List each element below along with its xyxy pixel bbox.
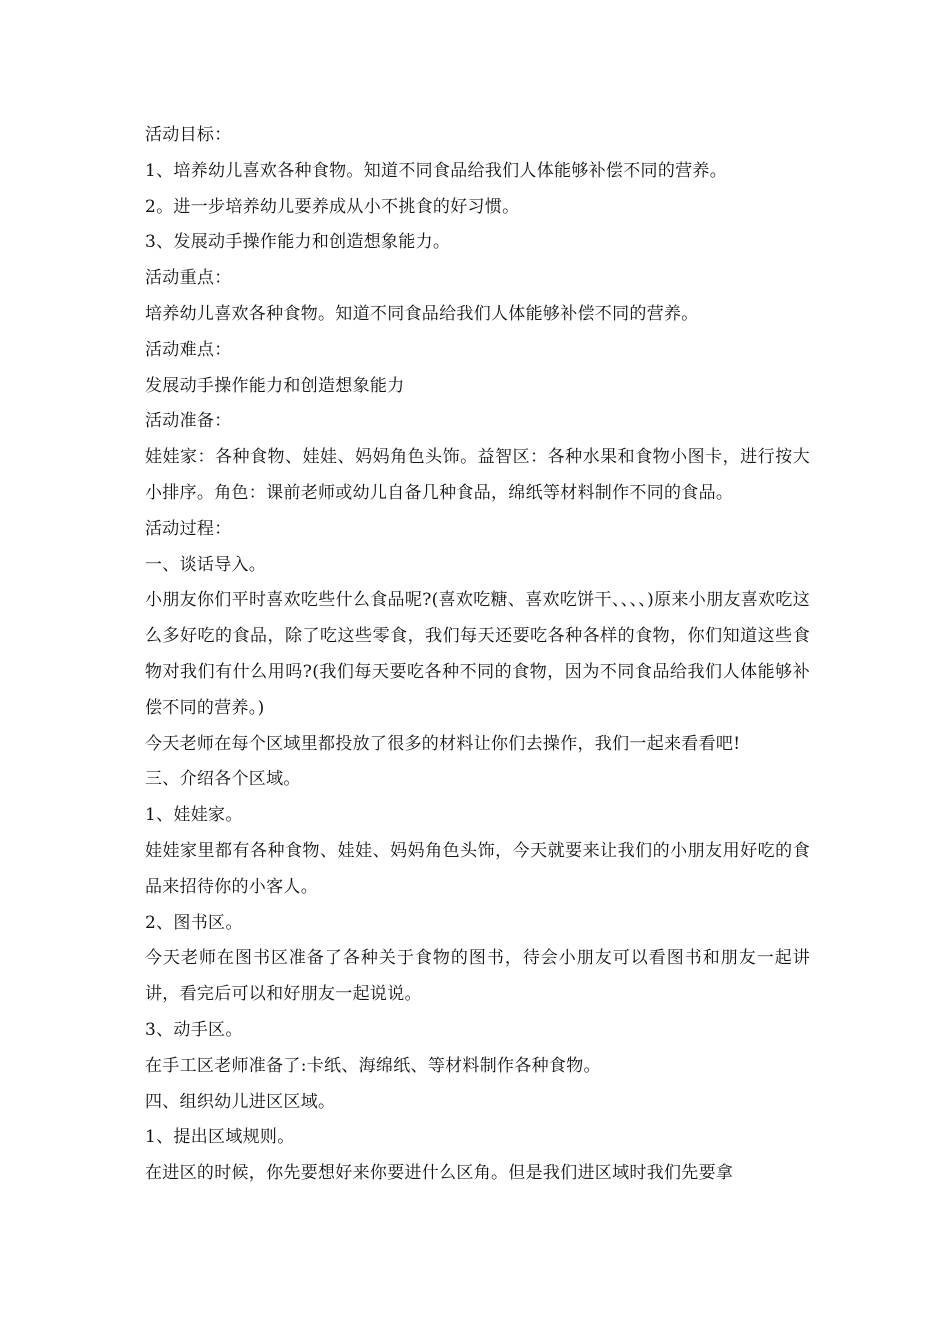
key-points-text: 培养幼儿喜欢各种食物。知道不同食品给我们人体能够补偿不同的营养。 (145, 303, 699, 324)
goal-item-3: 3、发展动手操作能力和创造想象能力。 (145, 232, 451, 253)
heading-key-points: 活动重点： (145, 268, 232, 289)
section-organize-entry: 四、组织幼儿进区区域。 (145, 1091, 336, 1112)
handcraft-text: 在手工区老师准备了:卡纸、海绵纸、等材料制作各种食物。 (145, 1055, 601, 1076)
goal-item-1: 1、培养幼儿喜欢各种食物。知道不同食品给我们人体能够补偿不同的营养。 (145, 160, 728, 181)
heading-difficulties: 活动难点： (145, 339, 232, 360)
document-body (145, 118, 810, 1192)
area-item-handcraft: 3、动手区。 (145, 1019, 243, 1040)
section-intro-talk: 一、谈话导入。 (145, 554, 267, 575)
section-introduce-areas: 三、介绍各个区域。 (145, 769, 301, 790)
entry-rules-text: 在进区的时候，你先要想好来你要进什么区角。但是我们进区域时我们先要拿 (145, 1163, 734, 1184)
preparation-text: 娃娃家：各种食物、娃娃、妈妈角色头饰。益智区：各种水果和食物小图卡，进行按大小排序。角色：课前老师或幼儿自备几种食品，绵纸等材料制作不同的食品。 (145, 447, 810, 503)
intro-transition-text: 今天老师在每个区域里都投放了很多的材料让你们去操作，我们一起来看看吧! (145, 733, 741, 754)
difficulties-text: 发展动手操作能力和创造想象能力 (145, 375, 405, 396)
library-text: 今天老师在图书区准备了各种关于食物的图书，待会小朋友可以看图书和朋友一起讲讲，看完后可以和好朋友一起说说。 (145, 948, 810, 1005)
entry-rules-item: 1、提出区域规则。 (145, 1127, 295, 1148)
heading-process: 活动过程： (145, 518, 232, 539)
heading-activity-goals: 活动目标： (145, 125, 232, 145)
goal-item-2: 2。进一步培养幼儿要养成从小不挑食的好习惯。 (145, 196, 520, 217)
area-item-doll-house: 1、娃娃家。 (145, 805, 243, 826)
area-item-library: 2、图书区。 (145, 912, 243, 933)
heading-preparation: 活动准备： (145, 411, 232, 432)
doll-house-text: 娃娃家里都有各种食物、娃娃、妈妈角色头饰，今天就要来让我们的小朋友用好吃的食品来招待你的小客人。 (145, 840, 810, 897)
intro-talk-text: 小朋友你们平时喜欢吃些什么食品呢?(喜欢吃糖、喜欢吃饼干、、、、)原来小朋友喜欢吃这么多好吃的食品，除了吃这些零食，我们每天还要吃各种各样的食物，你们知道这些食物对我们有什么用吗?(我们每天要吃各种不同的食物，因为不同食品给我们人体能够补偿不同的营养。) (145, 590, 810, 718)
